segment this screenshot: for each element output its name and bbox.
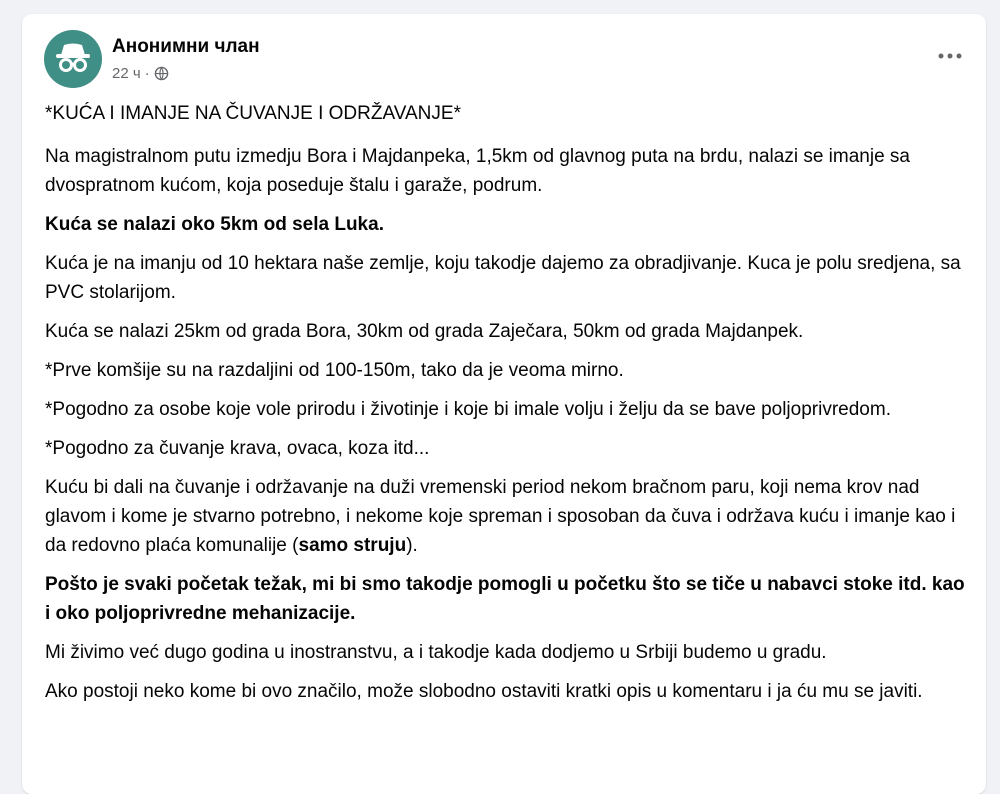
offer-text: Kuću bi dali na čuvanje i održavanje na duži vremenski period nekom bračnom paru, koji nema krov nad glavom i kome je stvarno potrebno, i nekome koje spreman i sposoban da čuva i održava kuću i imanje kao i da redovno plaća komunalije ( [45,477,956,556]
post-card [22,14,986,794]
paragraph-suitable-nature: *Pogodno za osobe koje vole prirodu i životinje i koje bi imale volju i želju da se bave poljoprivredom. [45,399,891,420]
paragraph-location: Na magistralnom putu izmedju Bora i Majdanpeka, 1,5km od glavnog puta na brdu, nalazi se imanje sa dvospratnom kućom, koja poseduje štalu i garaže, podrum. [45,146,910,196]
paragraph-contact: Ako postoji neko kome bi ovo značilo, može slobodno ostaviti kratki opis u komentaru i ja ću mu se javiti. [45,681,923,702]
offer-end: ). [406,535,418,556]
paragraph-land: Kuća je na imanju od 10 hektara naše zemlje, koju takodje dajemo za obradjivanje. Kuca je polu sredjena, sa PVC stolarijom. [45,253,961,303]
meta-separator: · [144,65,150,82]
more-options-icon[interactable] [932,42,968,70]
paragraph-neighbours: *Prve komšije su na razdaljini od 100-150m, tako da je veoma mirno. [45,360,624,381]
post-body [45,99,965,716]
paragraph-abroad: Mi živimo već dugo godina u inostranstvu, a i takodje kada dodjemo u Srbiji budemo u gradu. [45,642,827,663]
anonymous-member-icon[interactable] [44,30,102,88]
offer-bold: samo struju [298,535,407,556]
post-title: *KUĆA I IMANJE NA ČUVANJE I ODRŽAVANJE* [45,103,461,124]
post-time[interactable]: 22 ч [112,65,141,82]
paragraph-village: Kuća se nalazi oko 5km od sela Luka. [45,214,384,235]
paragraph-offer [45,473,965,560]
paragraph-distances: Kuća se nalazi 25km od grada Bora, 30km od grada Zaječara, 50km od grada Majdanpek. [45,321,804,342]
post-meta [112,65,169,82]
author-name[interactable]: Анонимни члан [112,36,260,57]
globe-icon[interactable] [154,66,169,81]
paragraph-suitable-livestock: *Pogodno za čuvanje krava, ovaca, koza itd... [45,438,430,459]
paragraph-help: Pošto je svaki početak težak, mi bi smo takodje pomogli u početku što se tiče u nabavci stoke itd. kao i oko poljoprivredne mehanizacije. [45,574,965,624]
